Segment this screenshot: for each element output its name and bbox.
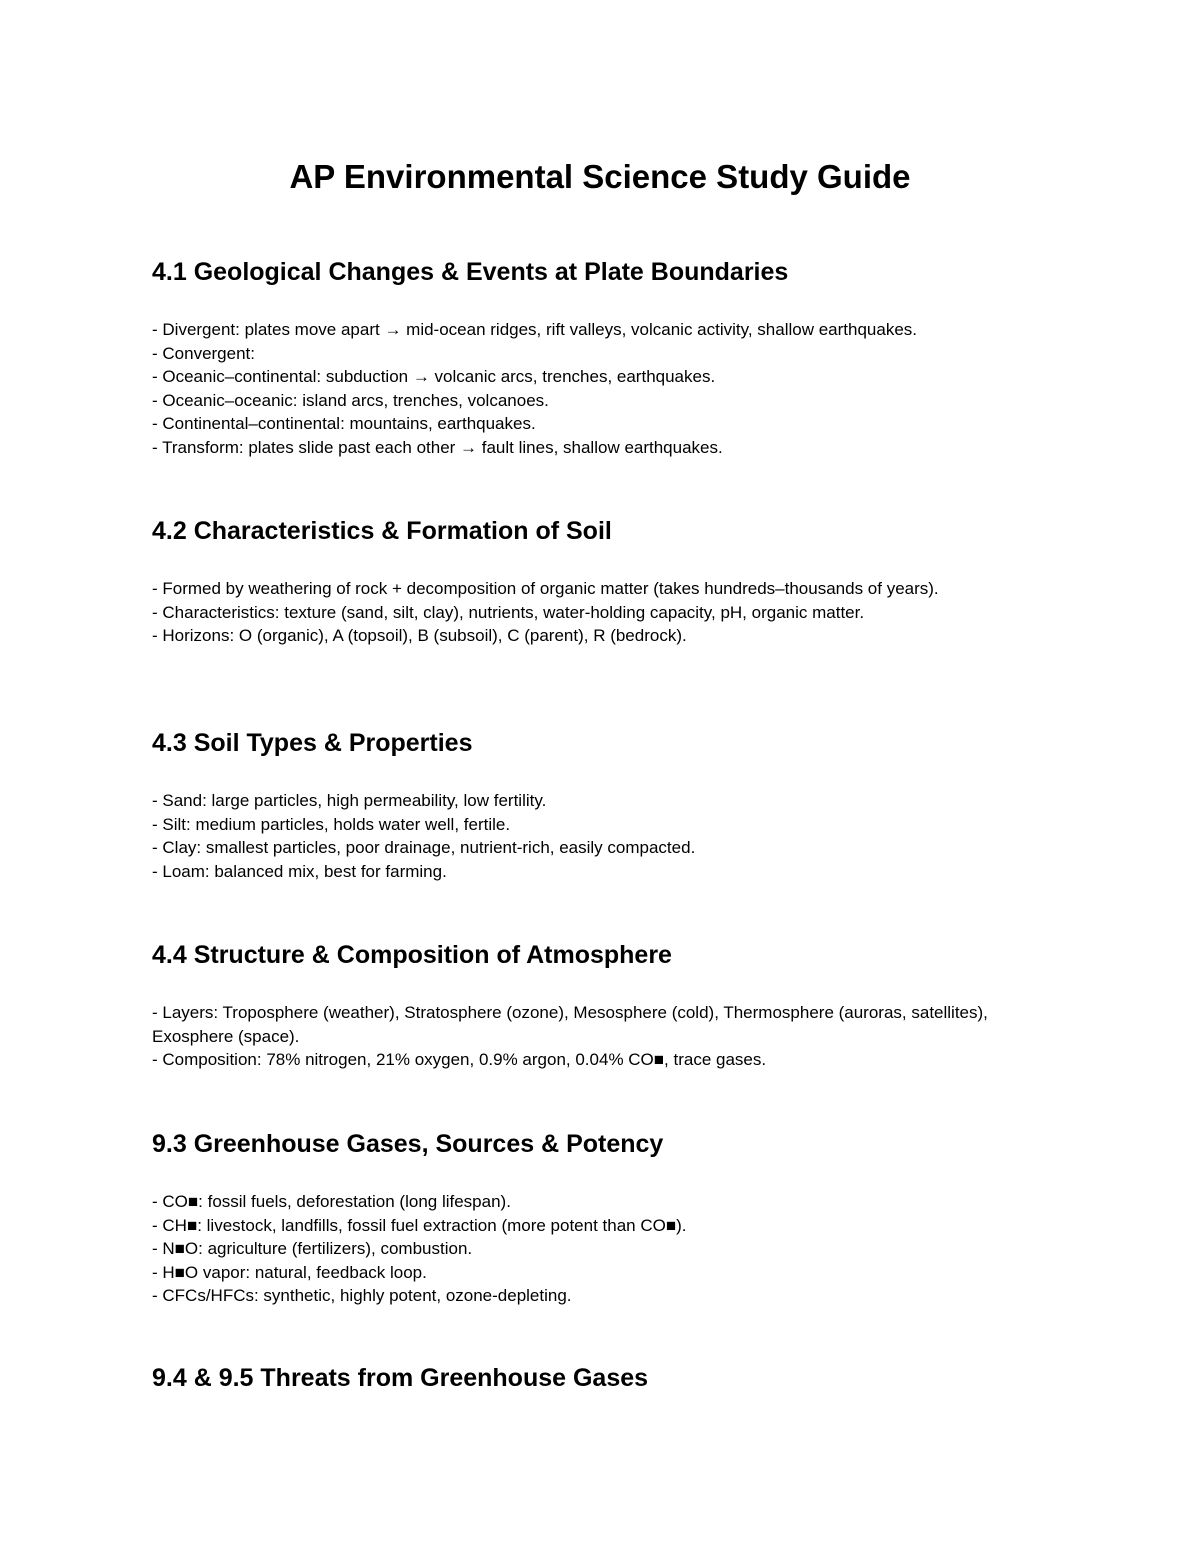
- section-line: - Convergent:: [152, 343, 255, 363]
- section-line: - Divergent: plates move apart → mid-ocean ridges, rift valleys, volcanic activity, shallow earthquakes.: [152, 320, 918, 339]
- section-line: - CH■: livestock, landfills, fossil fuel extraction (more potent than CO■).: [152, 1215, 687, 1235]
- section-line: - Clay: smallest particles, poor drainage, nutrient-rich, easily compacted.: [152, 838, 696, 857]
- section-body: [152, 318, 1052, 459]
- section-body: [152, 789, 1052, 883]
- section-line: - Continental–continental: mountains, earthquakes.: [152, 414, 536, 433]
- section-line: - Horizons: O (organic), A (topsoil), B (subsoil), C (parent), R (bedrock).: [152, 626, 687, 645]
- section-line: - Layers: Troposphere (weather), Stratosphere (ozone), Mesosphere (cold), Thermosphere (auroras, satellites), Exosphere (space).: [152, 1003, 988, 1046]
- section-heading: 4.1 Geological Changes & Events at Plate Boundaries: [152, 258, 789, 286]
- section-plate-boundaries: [152, 255, 1052, 459]
- document-title: AP Environmental Science Study Guide: [289, 158, 911, 195]
- section-line: - Oceanic–continental: subduction → volcanic arcs, trenches, earthquakes.: [152, 367, 716, 386]
- section-body: [152, 1190, 1052, 1308]
- section-line: - Formed by weathering of rock + decomposition of organic matter (takes hundreds–thousands of years).: [152, 579, 939, 598]
- section-body: [152, 577, 1052, 648]
- section-line: - Loam: balanced mix, best for farming.: [152, 861, 447, 881]
- section-line: - N■O: agriculture (fertilizers), combustion.: [152, 1239, 473, 1258]
- section-heading: 4.2 Characteristics & Formation of Soil: [152, 517, 612, 545]
- section-line: - Transform: plates slide past each other → fault lines, shallow earthquakes.: [152, 437, 723, 457]
- section-heading: 9.4 & 9.5 Threats from Greenhouse Gases: [152, 1364, 649, 1392]
- section-greenhouse-gases: [152, 1127, 1052, 1308]
- section-line: - Oceanic–oceanic: island arcs, trenches, volcanoes.: [152, 390, 549, 410]
- section-atmosphere: [152, 938, 1052, 1072]
- section-line: - Silt: medium particles, holds water well, fertile.: [152, 814, 511, 834]
- section-greenhouse-threats: [152, 1361, 1052, 1424]
- section-line: - CFCs/HFCs: synthetic, highly potent, ozone-depleting.: [152, 1286, 572, 1305]
- section-line: - CO■: fossil fuels, deforestation (long lifespan).: [152, 1192, 511, 1211]
- section-line: - H■O vapor: natural, feedback loop.: [152, 1262, 427, 1282]
- section-soil-types: [152, 726, 1052, 883]
- section-heading: 4.4 Structure & Composition of Atmosphere: [152, 941, 672, 969]
- section-soil-formation: [152, 514, 1052, 648]
- section-body: [152, 1001, 1052, 1072]
- section-line: - Sand: large particles, high permeability, low fertility.: [152, 791, 547, 810]
- section-heading: 4.3 Soil Types & Properties: [152, 729, 473, 757]
- section-line: - Composition: 78% nitrogen, 21% oxygen, 0.9% argon, 0.04% CO■, trace gases.: [152, 1050, 767, 1069]
- section-heading: 9.3 Greenhouse Gases, Sources & Potency: [152, 1130, 664, 1158]
- section-line: - Characteristics: texture (sand, silt, clay), nutrients, water-holding capacity, pH, organic matter.: [152, 602, 865, 622]
